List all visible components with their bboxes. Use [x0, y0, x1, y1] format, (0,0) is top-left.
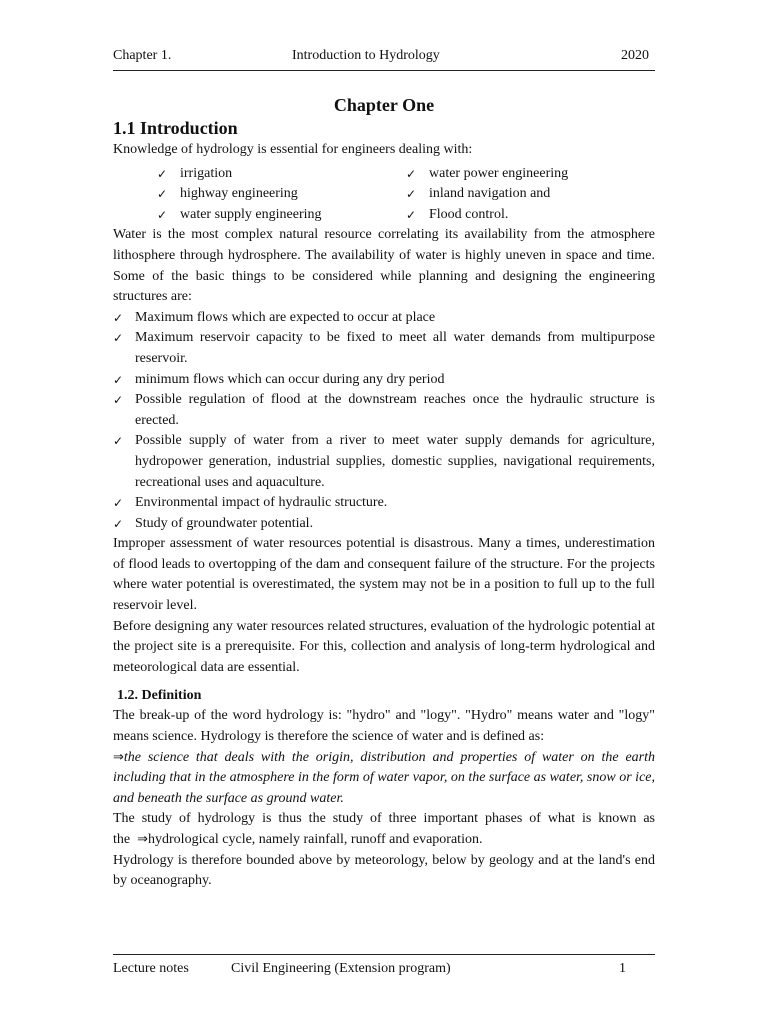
- list-item: ✓ Maximum flows which are expected to occur at place: [113, 308, 655, 329]
- list-item: ✓ Maximum reservoir capacity to be fixed to meet all water demands from multipurpose reservoir.: [113, 330, 655, 366]
- checkmark-icon: ✓: [113, 516, 124, 531]
- page-body: [113, 93, 655, 892]
- header-chapter: Chapter 1.: [113, 48, 172, 63]
- page-number: 1: [619, 961, 626, 976]
- checkmark-icon: ✓: [113, 372, 124, 387]
- list-item: ✓ highway engineering: [157, 184, 406, 205]
- list-item: ✓ inland navigation and: [406, 184, 568, 205]
- list-item: ✓ water power engineering: [406, 164, 568, 185]
- header-year: 2020: [621, 48, 649, 63]
- considerations-list: [113, 308, 655, 535]
- list-item: ✓ Study of groundwater potential.: [113, 514, 655, 535]
- chapter-title: Chapter One: [333, 95, 435, 115]
- checkmark-icon: ✓: [113, 434, 124, 449]
- checkmark-icon: ✓: [157, 207, 168, 222]
- fields-column-2: [406, 164, 568, 226]
- checkmark-icon: ✓: [157, 187, 168, 202]
- list-item: ✓ minimum flows which can occur during any dry period: [113, 370, 655, 391]
- list-item: ✓ Possible regulation of flood at the downstream reaches once the hydraulic structure is erected.: [113, 392, 655, 428]
- checkmark-icon: ✓: [113, 331, 124, 346]
- paragraph-boundaries: Hydrology is therefore bounded above by meteorology, below by geology and at the land's end by oceanography.: [113, 852, 655, 889]
- intro-text: Knowledge of hydrology is essential for engineers dealing with:: [113, 142, 473, 157]
- checkmark-icon: ✓: [406, 166, 417, 181]
- checkmark-icon: ✓: [406, 187, 417, 202]
- footer-program: Civil Engineering (Extension program): [231, 961, 451, 976]
- paragraph-definition: The break-up of the word hydrology is: "hydro" and "logy". "Hydro" means water and "logy" means science. Hydrology is therefore the science of water and is defined as:: [113, 708, 655, 745]
- paragraph-assessment: Improper assessment of water resources potential is disastrous. Many a times, underestimation of flood leads to overtopping of the dam and consequent failure of the structure. For the projects where water potential is overestimated, the system may not be in a position to full up to the full reservoir level.: [113, 536, 655, 614]
- list-item: ✓ Possible supply of water from a river to meet water supply demands for agriculture, hydropower generation, industrial supplies, domestic supplies, navigational requirements, recreational uses and aquaculture.: [113, 433, 655, 490]
- fields-column-1: [113, 164, 406, 226]
- definition-quote: ⇒the science that deals with the origin, distribution and properties of water on the earth including that in the atmosphere in the form of water vapor, on the surface as water, snow or ice, and beneath the surface as ground water.: [113, 749, 655, 806]
- list-item: ✓ Environmental impact of hydraulic structure.: [113, 493, 655, 514]
- paragraph-hydrologic-phases: The study of hydrology is thus the study of three important phases of what is known as the ⇒hydrological cycle, namely rainfall, runoff and evaporation.: [113, 811, 655, 847]
- section-title: 1.1 Introduction: [113, 118, 238, 138]
- header-title: Introduction to Hydrology: [292, 48, 440, 63]
- paragraph-water-resource: Water is the most complex natural resource correlating its availability from the atmosphere lithosphere through hydrosphere. The availability of water is highly uneven in space and time. Some of the basic things to be considered while planning and designing the engineering structures are:: [113, 227, 655, 305]
- checkmark-icon: ✓: [406, 207, 417, 222]
- engineering-fields-list: [113, 164, 655, 226]
- checkmark-icon: ✓: [157, 166, 168, 181]
- page-footer: [113, 954, 655, 979]
- paragraph-prerequisite: Before designing any water resources related structures, evaluation of the hydrologic potential at the project site is a prerequisite. For this, collection and analysis of long-term hydrological and meteorological data are essential.: [113, 618, 655, 675]
- list-item: ✓ water supply engineering: [157, 205, 406, 226]
- page-header: [113, 46, 655, 71]
- definition-title: 1.2. Definition: [117, 688, 202, 704]
- checkmark-icon: ✓: [113, 310, 124, 325]
- double-right-arrow-icon: ⇒: [113, 749, 124, 765]
- checkmark-icon: ✓: [113, 496, 124, 511]
- checkmark-icon: ✓: [113, 393, 124, 408]
- footer-label: Lecture notes: [113, 961, 189, 976]
- double-right-arrow-icon: ⇒: [137, 832, 149, 847]
- list-item: ✓ Flood control.: [406, 205, 568, 226]
- list-item: ✓ irrigation: [157, 164, 406, 185]
